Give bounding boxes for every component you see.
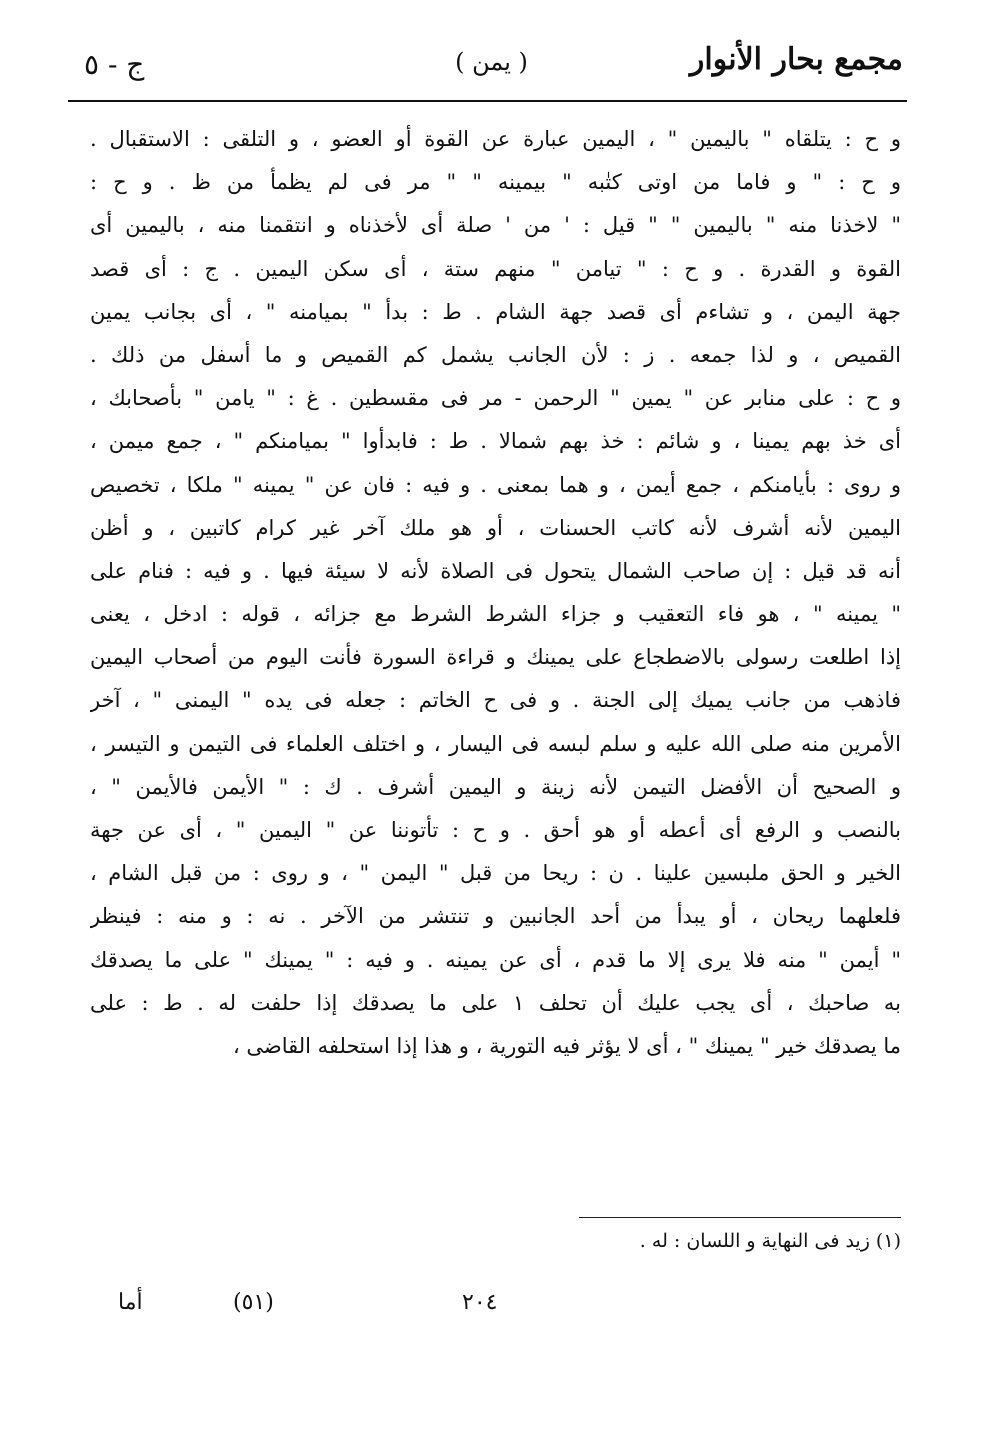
text-line: و ح : على منابر عن " يمين " الرحمن - مر فى مقسطين . غ : " يامن " بأصحابك ، (90, 386, 901, 411)
text-line: القوة و القدرة . و ح : " تيامن " منهم ستة ، أى سكن اليمين . ج : أى قصد (90, 256, 901, 281)
book-title: مجمع بحار الأنوار (689, 42, 903, 77)
text-line: " يمينه " ، هو فاء التعقيب و جزاء الشرط الشرط مع جزائه ، قوله : ادخل ، يعنى (90, 602, 901, 627)
text-line: القميص ، و لذا جمعه . ز : لأن الجانب يشمل كم القميص و ما أسفل من ذلك . (90, 342, 901, 367)
text-line: به صاحبك ، أى يجب عليك أن تحلف ١ على ما يصدقك إذا حلفت له . ط : على (90, 990, 901, 1015)
text-line: " أيمن " منه فلا يرى إلا ما قدم ، أى عن يمينه . و فيه : " يمينك " على ما يصدقك (90, 947, 901, 972)
text-line: و ح : " و فاما من اوتى كتٰبه " بيمينه " " مر فى لم يظمأ من ظ . و ح : (90, 170, 901, 195)
text-line: و الصحيح أن الأفضل التيمن لأنه زينة و اليمين أشرف . ك : " الأيمن فالأيمن " ، (90, 774, 901, 799)
body-text (90, 118, 901, 1068)
text-line: إذا اطلعت رسولى بالاضطجاع على يمينك و قراءة السورة فأنت اليوم من أصحاب اليمين (90, 645, 901, 670)
text-line: و روى : بأيامنكم ، جمع أيمن ، و هما بمعنى . و فيه : فان عن " يمينه " ملكا ، تخصيص (90, 472, 901, 497)
text-line: فاذهب من جانب يميك إلى الجنة . و فى ح الخاتم : جعله فى يده " اليمنى " ، آخر (90, 688, 901, 713)
volume-label: ج - ٥ (84, 48, 145, 81)
footnote: (١) زيد فى النهاية و اللسان : له . (639, 1230, 901, 1252)
entry-heading: ( يمن ) (455, 48, 528, 76)
text-line: بالنصب و الرفع أى أعطه أو هو أحق . و ح : تأتوننا عن " اليمين " ، أى عن جهة (90, 818, 901, 842)
catchword: أما (118, 1290, 143, 1315)
footnote-rule (579, 1217, 901, 1218)
page-number: ٢٠٤ (462, 1290, 498, 1315)
header-rule (68, 100, 907, 102)
text-line: و ح : يتلقاه " باليمين " ، اليمين عبارة عن القوة أو العضو ، و التلقى : الاستقبال . (90, 127, 901, 151)
page-header (80, 42, 903, 94)
text-line: فلعلهما ريحان ، أو يبدأ من أحد الجانبين و تنتشر من الآخر . نه : و منه : فينظر (90, 904, 901, 929)
text-line: " لاخذنا منه " باليمين " " قيل : ' من ' صلة أى لأخذناه و انتقمنا منه ، باليمين أى (90, 213, 901, 238)
text-line: جهة اليمن ، و تشاءم أى قصد جهة الشام . ط : بدأ " بميامنه " ، أى بجانب يمين (90, 299, 901, 324)
text-line: ما يصدقك خير " يمينك " ، أى لا يؤثر فيه التورية ، و هذا إذا استحلفه القاضى ، (232, 1033, 901, 1058)
text-line: اليمين لأنه أشرف لأنه كاتب الحسنات ، أو هو ملك آخر غير كرام كاتبين ، و أظن (90, 515, 901, 540)
text-line: الخير و الحق ملبسين علينا . ن : ريحا من قبل " اليمن " ، و روى : من قبل الشام ، (90, 861, 901, 886)
signature-number: (٥١) (233, 1290, 274, 1315)
text-line: أى خذ بهم يمينا ، و شائم : خذ بهم شمالا . ط : فابدأوا " بميامنكم " ، جمع ميمن ، (90, 429, 901, 454)
text-line: أنه قد قيل : إن صاحب الشمال يتحول فى الصلاة لأنه لا سيئة فيها . و فيه : فنام على (90, 558, 901, 583)
text-line: الأمرين منه صلى الله عليه و سلم لبسه فى اليسار ، و اختلف العلماء فى التيمن و التيسر ، (90, 731, 901, 756)
